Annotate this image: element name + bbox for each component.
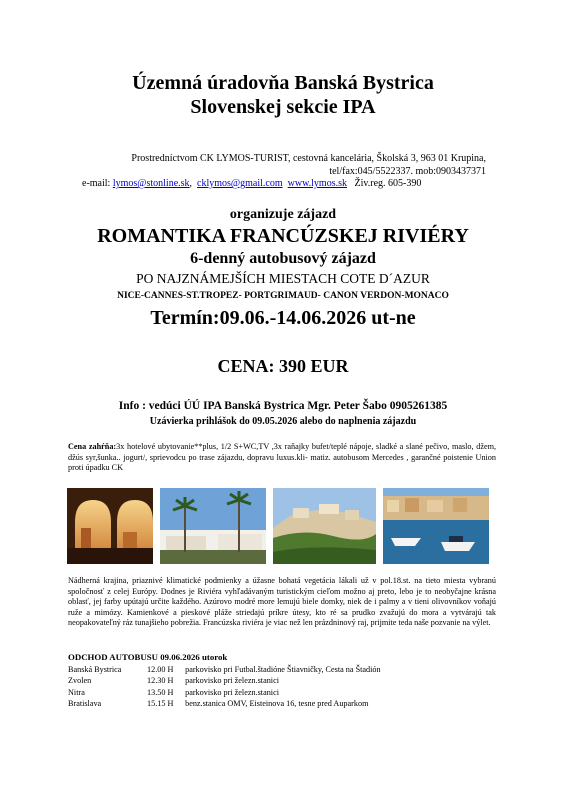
- email-link-2[interactable]: cklymos@gmail.com: [197, 178, 283, 189]
- contacts-line: e-mail: lymos@stonline.sk, cklymos@gmail.com www.lymos.sk Živ.reg. 605-390: [82, 178, 422, 189]
- trip-route: NICE-CANNES-ST.TROPEZ- PORTGRIMAUD- CANON VERDON-MONACO: [117, 291, 449, 301]
- description-paragraph: Nádherná krajina, priaznivé klimatické podmienky a úžasne bohatá vegetácia lákali už v pol.18.st. na tieto miesta vybranú spoločnosť z celej Európy. Dodnes je Riviéra vyhľadávaným turistickým cieľom možno aj preto, lebo je to neobyčajne krásna oblasť, jej farby upútajú určite každého. Azúrovo modré more lemujú biele domky, niek de i palmy a v tieni olivovníkov voňajú ruže a mimózy. Kamienkové a pieskové pláže striedajú príkre útesy, kto ré sa prudko zvažujú do mora a vytvárajú tak neopakovateľný ráz tunajšieho pobrežia. Francúzska riviéra je viac než len prázdninový raj, prijmite teda naše pozvanie na výlet.: [68, 576, 496, 628]
- departure-time: 13.50 H: [147, 687, 174, 697]
- info-contact: Info : vedúci ÚÚ IPA Banská Bystrica Mgr. Peter Šabo 0905261385: [118, 400, 448, 412]
- agency-block: [0, 152, 486, 178]
- departure-city: Nitra: [68, 687, 85, 697]
- info-deadline: Uzávierka prihlášok do 09.05.2026 alebo do naplnenia zájazdu: [149, 416, 417, 427]
- departure-row: [68, 687, 381, 699]
- departure-heading: ODCHOD AUTOBUSU 09.06.2026 utorok: [68, 652, 228, 662]
- arcade-photo: [67, 488, 153, 564]
- title-line2: Slovenskej sekcie IPA: [190, 96, 376, 118]
- trip-subtitle: PO NAJZNÁMEJŠÍCH MIESTACH COTE D´AZUR: [136, 271, 430, 286]
- departure-city: Zvolen: [68, 676, 92, 686]
- trip-type: 6-denný autobusový zájazd: [190, 250, 376, 267]
- departure-place: parkovisko pri Futbal.štadióne Štiavničky, Cesta na Štadión: [185, 664, 381, 674]
- email-label: e-mail:: [82, 178, 111, 189]
- web-link[interactable]: www.lymos.sk: [287, 178, 347, 189]
- trip-name: ROMANTIKA FRANCÚZSKEJ RIVIÉRY: [97, 225, 469, 247]
- palm-promenade-photo: [160, 488, 266, 564]
- departure-time: 12.30 H: [147, 676, 174, 686]
- includes-paragraph: [68, 442, 496, 474]
- departure-row: [68, 664, 381, 676]
- trip-term: Termín:09.06.-14.06.2026 ut-ne: [150, 307, 416, 329]
- departure-place: parkovisko pri železn.stanici: [185, 676, 279, 686]
- trip-price: CENA: 390 EUR: [217, 356, 349, 376]
- agency-line2: tel/fax:045/5522337. mob:0903437371: [329, 166, 486, 177]
- departure-place: parkovisko pri železn.stanici: [185, 687, 279, 697]
- harbour-boats-photo: [383, 488, 489, 564]
- includes-text: 3x hotelové ubytovanie**plus, 1/2 S+WC,TV ,3x raňajky bufet/teplé nápoje, sladké a slané pečivo, maslo, džem, džús syr,šunka.. jogurt/, sprievodcu po trase zájazdu, dopravu luxus.kli- matiz. autobusom Mercedes , garančné poistenie Union proti úpadku CK: [68, 442, 496, 473]
- email-link-1[interactable]: lymos@stonline.sk: [112, 178, 190, 189]
- departure-row: [68, 675, 381, 687]
- organizes-text: organizuje zájazd: [229, 207, 337, 222]
- departure-row: [68, 698, 381, 710]
- departure-city: Banská Bystrica: [68, 664, 122, 674]
- title-line1: Územná úradovňa Banská Bystrica: [132, 72, 434, 94]
- departure-city: Bratislava: [68, 699, 102, 709]
- includes-label: Cena zahŕňa:: [68, 442, 117, 451]
- hilltop-town-photo: [273, 488, 376, 564]
- trade-registration: Živ.reg. 605-390: [354, 178, 422, 189]
- agency-line1: Prostredníctvom CK LYMOS-TURIST, cestovná kancelária, Školská 3, 963 01 Krupina,: [131, 153, 486, 164]
- departure-time: 15.15 H: [147, 699, 174, 709]
- departure-time: 12.00 H: [147, 664, 174, 674]
- departure-place: benz.stanica OMV, Eisteinova 16, tesne pred Auparkom: [185, 699, 369, 709]
- departure-block: [68, 652, 381, 710]
